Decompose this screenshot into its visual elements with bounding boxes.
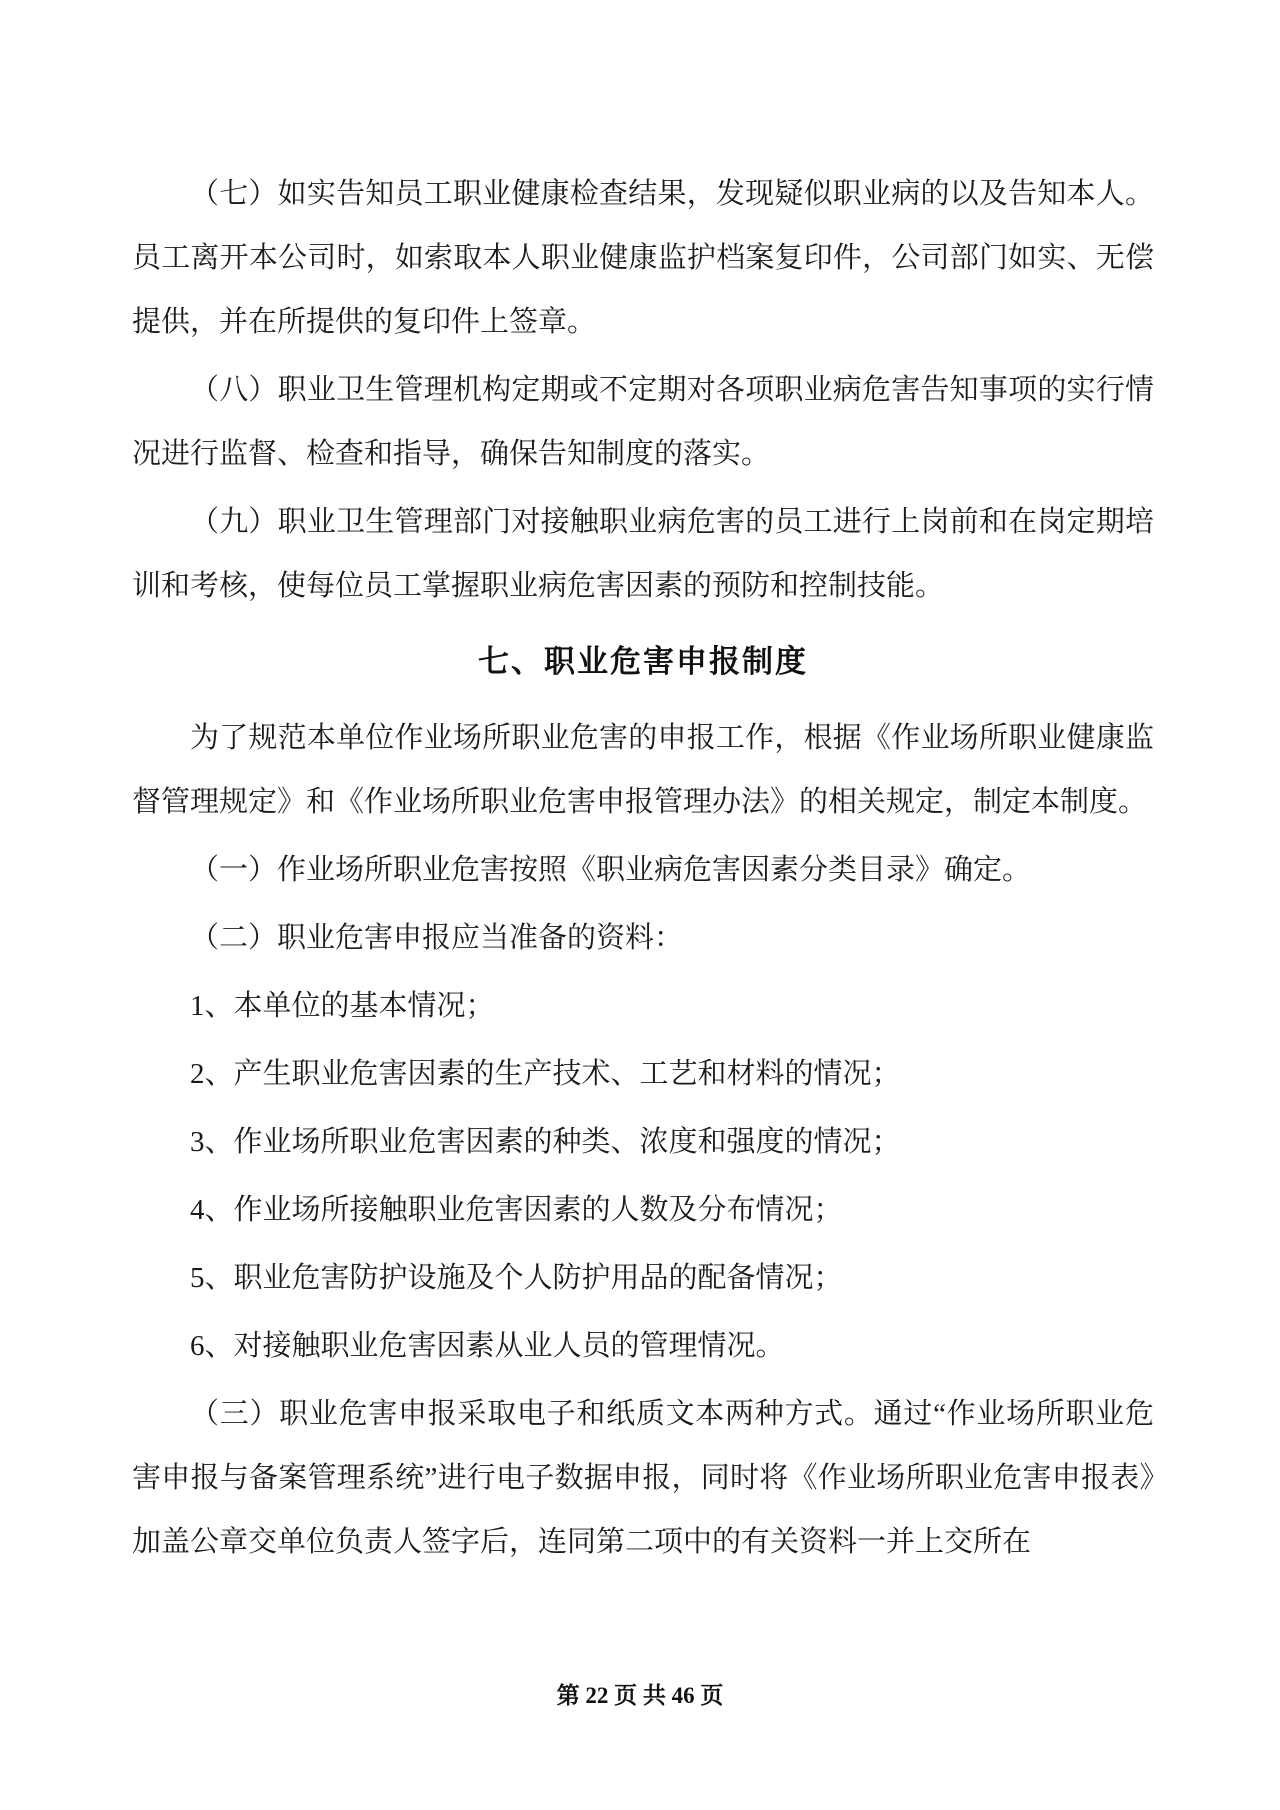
paragraph-clause-9: （九）职业卫生管理部门对接触职业病危害的员工进行上岗前和在岗定期培训和考核，使每位员工掌握职业病危害因素的预防和控制技能。: [132, 506, 1154, 602]
paragraph-item-2: （二）职业危害申报应当准备的资料：: [190, 922, 684, 954]
paragraph-intro: 为了规范本单位作业场所职业危害的申报工作，根据《作业场所职业健康监督管理规定》和《作业场所职业危害申报管理办法》的相关规定，制定本制度。: [132, 722, 1154, 818]
list-item-3: 3、作业场所职业危害因素的种类、浓度和强度的情况；: [190, 1126, 901, 1158]
list-item-2: 2、产生职业危害因素的生产技术、工艺和材料的情况；: [190, 1058, 901, 1090]
list-item-4: 4、作业场所接触职业危害因素的人数及分布情况；: [190, 1194, 843, 1226]
list-item-5: 5、职业危害防护设施及个人防护用品的配备情况；: [190, 1262, 843, 1294]
section-heading: 七、职业危害申报制度: [478, 644, 808, 679]
paragraph-clause-7: （七）如实告知员工职业健康检查结果，发现疑似职业病的以及告知本人。员工离开本公司时，如索取本人职业健康监护档案复印件，公司部门如实、无偿提供，并在所提供的复印件上签章。: [132, 178, 1154, 338]
page-footer: 第 22 页 共 46 页: [556, 1683, 724, 1708]
list-item-1: 1、本单位的基本情况；: [190, 990, 495, 1022]
paragraph-item-1: （一）作业场所职业危害按照《职业病危害因素分类目录》确定。: [190, 854, 1032, 886]
paragraph-item-3: （三）职业危害申报采取电子和纸质文本两种方式。通过“作业场所职业危害申报与备案管理系统”进行电子数据申报，同时将《作业场所职业危害申报表》加盖公章交单位负责人签字后，连同第二项中的有关资料一并上交所在: [132, 1398, 1154, 1558]
paragraph-clause-8: （八）职业卫生管理机构定期或不定期对各项职业病危害告知事项的实行情况进行监督、检查和指导，确保告知制度的落实。: [132, 374, 1154, 470]
list-item-6: 6、对接触职业危害因素从业人员的管理情况。: [190, 1330, 785, 1362]
